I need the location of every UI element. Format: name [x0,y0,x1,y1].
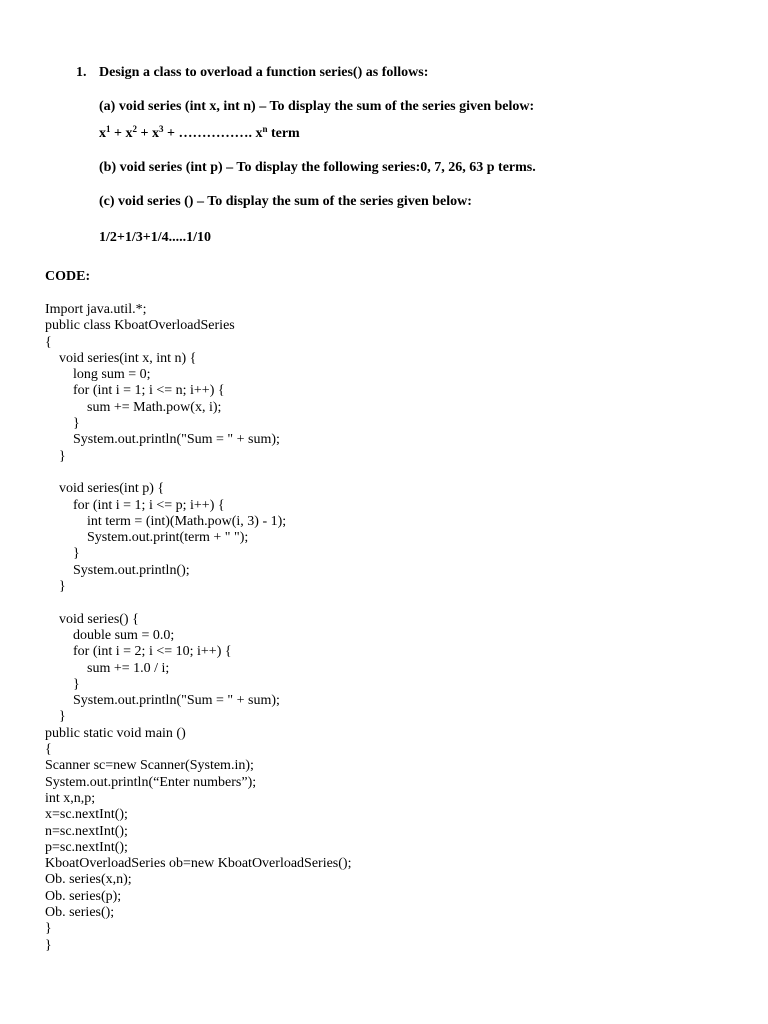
formula-separator: + [110,126,126,141]
code-line: void series() { [45,611,139,627]
question-number: 1. [76,65,87,80]
code-line: } [45,546,80,562]
formula-separator: + [136,126,152,141]
code-line: { [45,742,52,758]
formula-term: x [99,126,106,141]
code-line: void series(int x, int n) { [45,350,197,366]
code-line: Scanner sc=new Scanner(System.in); [45,758,254,774]
code-line: double sum = 0.0; [45,627,175,643]
code-block [45,302,351,954]
code-line: public static void main () [45,725,186,741]
code-line: } [45,676,80,692]
code-line: } [45,448,66,464]
code-line: System.out.println("Sum = " + sum); [45,693,280,709]
formula-term: x [125,126,133,141]
part-c-label: (c) void series () – To display the sum of the series given below: [99,194,472,209]
code-line: p=sc.nextInt(); [45,839,128,855]
formula-exponent: n [262,124,268,134]
formula-exponent: 3 [158,124,164,134]
code-line: sum += Math.pow(x, i); [45,399,222,415]
formula-term: x [255,126,263,141]
part-a-label: (a) void series (int x, int n) – To display the sum of the series given below: [99,99,535,114]
formula-exponent: 2 [132,124,137,134]
code-line: { [45,334,52,350]
code-line: for (int i = 1; i <= p; i++) { [45,497,225,513]
code-line [45,465,351,481]
code-line: int x,n,p; [45,790,96,806]
code-line: void series(int p) { [45,481,165,497]
code-line: KboatOverloadSeries ob=new KboatOverloadSeries(); [45,856,352,872]
code-label: CODE: [45,269,91,284]
code-line [45,595,351,611]
code-line: } [45,416,80,432]
code-line: System.out.println("Sum = " + sum); [45,432,280,448]
formula-term: x [151,126,159,141]
code-line: n=sc.nextInt(); [45,823,128,839]
code-line: System.out.print(term + " "); [45,530,249,546]
code-line: } [45,709,66,725]
code-line: } [45,579,66,595]
code-line: public class KboatOverloadSeries [45,318,235,334]
code-line: long sum = 0; [45,367,151,383]
code-line: Ob. series(x,n); [45,872,132,888]
code-line: } [45,937,52,953]
code-line: Ob. series(); [45,904,115,920]
part-c-formula: 1/2+1/3+1/4.....1/10 [99,230,212,245]
formula-exponent: 1 [106,124,111,134]
code-line: } [45,921,52,937]
part-a-formula [99,125,300,143]
code-line: sum += 1.0 / i; [45,660,170,676]
question-heading [76,64,716,82]
code-line: x=sc.nextInt(); [45,807,128,823]
part-b-label: (b) void series (int p) – To display the following series:0, 7, 26, 63 p terms. [99,160,536,175]
question-title: Design a class to overload a function series() as follows: [99,65,429,80]
code-line: for (int i = 1; i <= n; i++) { [45,383,225,399]
code-line: Import java.util.*; [45,302,147,317]
formula-tail: term [267,126,300,141]
formula-separator: + ……………. [163,126,256,141]
code-line: for (int i = 2; i <= 10; i++) { [45,644,232,660]
code-line: System.out.println(); [45,562,190,578]
code-line: System.out.println(“Enter numbers”); [45,774,257,790]
code-line: Ob. series(p); [45,888,122,904]
code-line: int term = (int)(Math.pow(i, 3) - 1); [45,513,287,529]
